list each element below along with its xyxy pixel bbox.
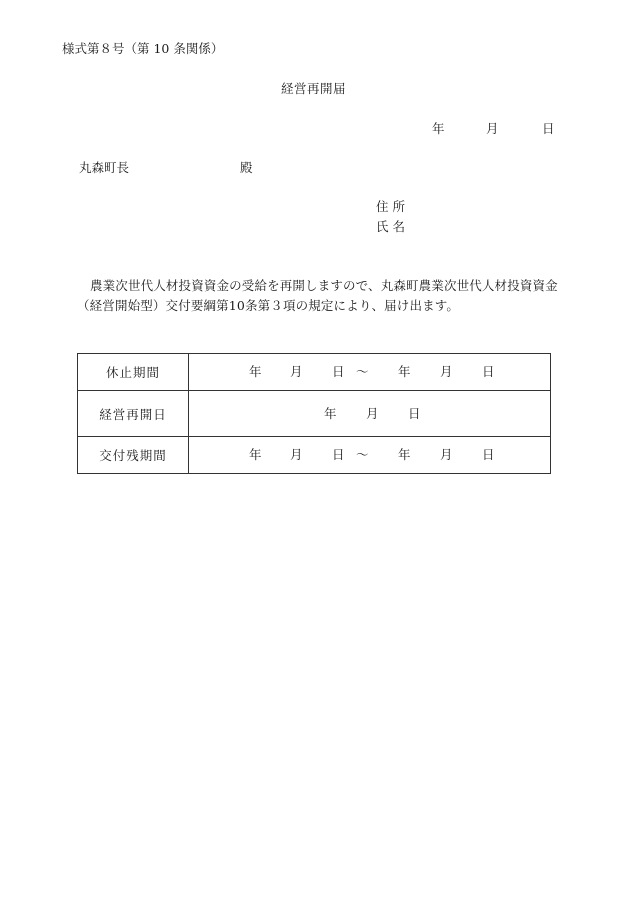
table-row-resumption-date — [78, 391, 551, 437]
resumption-month-label: 月 — [366, 405, 379, 421]
end-month-label: 月 — [440, 446, 453, 462]
start-year-label: 年 — [249, 363, 262, 379]
address-label: 住所 — [376, 199, 410, 214]
start-month-label: 月 — [290, 363, 303, 379]
form-number: 様式第８号（第 10 条関係） — [62, 41, 224, 56]
date-day-label: 日 — [542, 121, 555, 136]
table-row-remaining-period — [78, 437, 551, 474]
start-day-label: 日 — [332, 363, 345, 379]
start-month-label: 月 — [290, 446, 303, 462]
date-month-label: 月 — [486, 121, 499, 136]
end-year-label: 年 — [398, 446, 411, 462]
start-day-label: 日 — [332, 446, 345, 462]
document-title: 経営再開届 — [281, 81, 347, 96]
resumption-year-label: 年 — [324, 405, 337, 421]
period-table — [77, 353, 551, 474]
range-tilde: ～ — [356, 446, 369, 462]
name-label: 氏名 — [376, 219, 410, 234]
table-row-suspension-period — [78, 354, 551, 391]
range-tilde: ～ — [356, 363, 369, 379]
end-month-label: 月 — [440, 363, 453, 379]
end-year-label: 年 — [398, 363, 411, 379]
resumption-date-label: 経営再開日 — [78, 391, 189, 437]
remaining-period-value — [189, 437, 551, 474]
end-day-label: 日 — [482, 446, 495, 462]
suspension-period-label: 休止期間 — [78, 354, 189, 391]
resumption-day-label: 日 — [408, 405, 421, 421]
start-year-label: 年 — [249, 446, 262, 462]
resumption-date-value — [189, 391, 551, 437]
body-paragraph: 農業次世代人材投資資金の受給を再開しますので、丸森町農業次世代人材投資資金（経営開始型）交付要綱第10条第３項の規定により、届け出ます。 — [77, 278, 558, 313]
end-day-label: 日 — [482, 363, 495, 379]
recipient-honorific: 殿 — [240, 160, 253, 175]
date-year-label: 年 — [432, 121, 445, 136]
remaining-period-label: 交付残期間 — [78, 437, 189, 474]
recipient-name: 丸森町長 — [79, 160, 130, 175]
suspension-period-value — [189, 354, 551, 391]
